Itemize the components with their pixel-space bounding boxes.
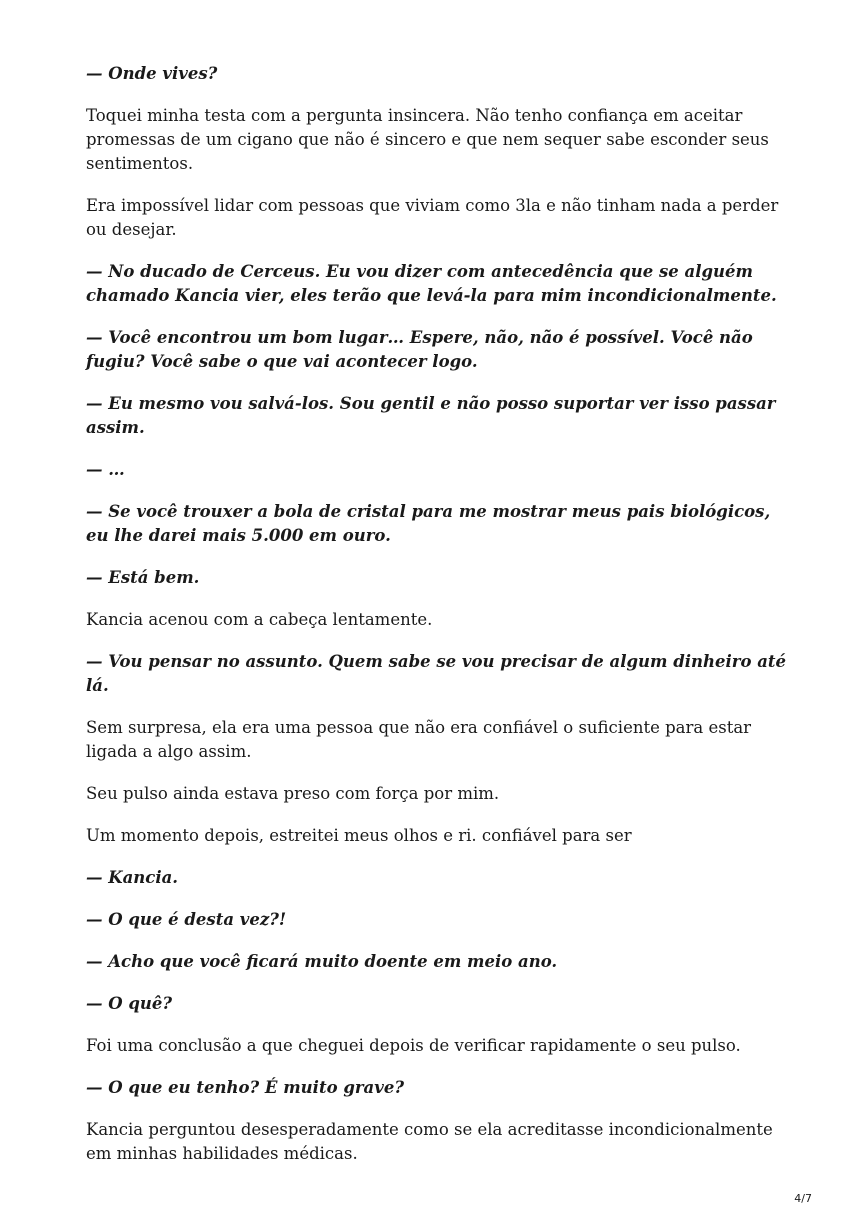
paragraph: — Se você trouxer a bola de cristal para me mostrar meus pais biológicos, eu lhe darei mais 5.000 em ouro. (86, 502, 771, 545)
paragraph: — Onde vives? (86, 64, 218, 83)
paragraph: Toquei minha testa com a pergunta insincera. Não tenho confiança em aceitar promessas de um cigano que não é sincero e que nem sequer sabe esconder seus sentimentos. (86, 106, 769, 173)
paragraph: — Você encontrou um bom lugar… Espere, não, não é possível. Você não fugiu? Você sabe o que vai acontecer logo. (86, 328, 753, 371)
page-content (86, 62, 786, 1184)
paragraph: Kancia acenou com a cabeça lentamente. (86, 610, 433, 629)
page-number: 4/7 (794, 1192, 812, 1205)
paragraph: Um momento depois, estreitei meus olhos e ri. confiável para ser (86, 826, 632, 845)
paragraph: — … (86, 460, 125, 479)
paragraph: — O que é desta vez?! (86, 910, 287, 929)
paragraph: — Vou pensar no assunto. Quem sabe se vou precisar de algum dinheiro até lá. (86, 652, 787, 695)
paragraph: Sem surpresa, ela era uma pessoa que não era confiável o suficiente para estar ligada a algo assim. (86, 718, 752, 761)
paragraph: — Acho que você ficará muito doente em meio ano. (86, 952, 558, 971)
paragraph: Seu pulso ainda estava preso com força por mim. (86, 784, 500, 803)
paragraph: — O quê? (86, 994, 173, 1013)
paragraph: Era impossível lidar com pessoas que viviam como 3la e não tinham nada a perder ou desejar. (86, 196, 779, 239)
paragraph: — Kancia. (86, 868, 179, 887)
paragraph: — O que eu tenho? É muito grave? (86, 1078, 404, 1097)
paragraph: — No ducado de Cerceus. Eu vou dizer com antecedência que se alguém chamado Kancia vier, eles terão que levá-la para mim incondicionalmente. (86, 262, 777, 305)
paragraph: — Eu mesmo vou salvá-los. Sou gentil e não posso suportar ver isso passar assim. (86, 394, 776, 437)
paragraph: — Está bem. (86, 568, 200, 587)
paragraph: Foi uma conclusão a que cheguei depois de verificar rapidamente o seu pulso. (86, 1036, 741, 1055)
paragraph: Kancia perguntou desesperadamente como se ela acreditasse incondicionalmente em minhas habilidades médicas. (86, 1120, 773, 1163)
